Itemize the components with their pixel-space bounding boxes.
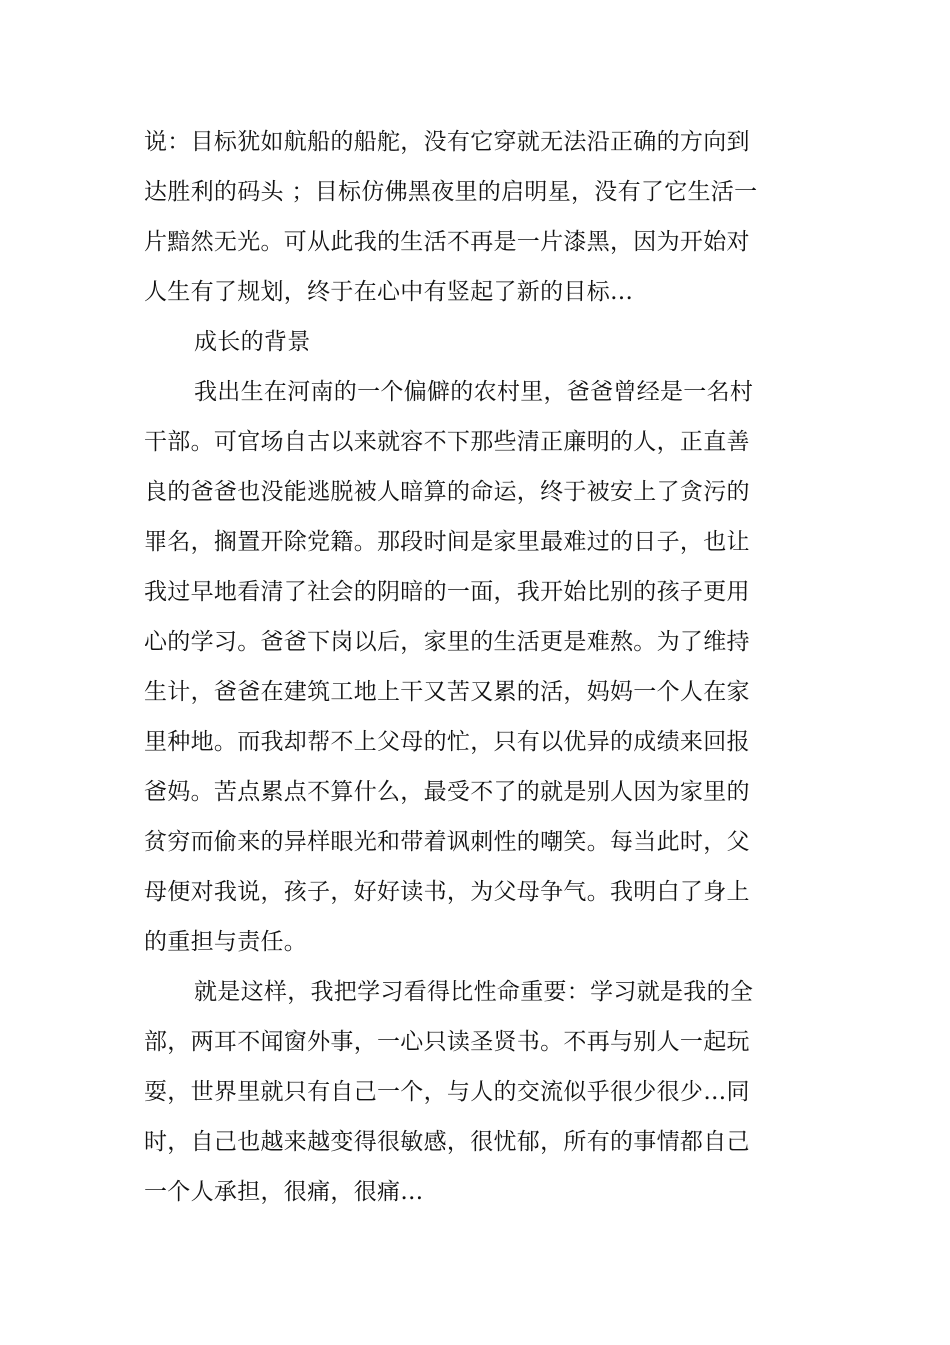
text-line: 就是这样，我把学习看得比性命重要：学习就是我的全 bbox=[194, 979, 754, 1005]
text-line: 我过早地看清了社会的阴暗的一面，我开始比别的孩子更用 bbox=[144, 579, 750, 605]
text-line: 干部。可官场自古以来就容不下那些清正廉明的人，正直善 bbox=[144, 429, 750, 455]
text-line: 时，自己也越来越变得很敏感，很忧郁，所有的事情都自己 bbox=[144, 1129, 750, 1155]
text-line: 里种地。而我却帮不上父母的忙，只有以优异的成绩来回报 bbox=[144, 729, 750, 755]
text-line: 耍，世界里就只有自己一个，与人的交流似乎很少很少…同 bbox=[144, 1079, 750, 1105]
document-body bbox=[144, 117, 758, 1217]
text-line: 心的学习。爸爸下岗以后，家里的生活更是难熬。为了维持 bbox=[144, 629, 750, 655]
text-line: 片黯然无光。可从此我的生活不再是一片漆黑，因为开始对 bbox=[144, 229, 750, 255]
text-line: 罪名，搁置开除党籍。那段时间是家里最难过的日子，也让 bbox=[144, 529, 750, 555]
text-line: 一个人承担，很痛，很痛… bbox=[144, 1179, 424, 1205]
text-line: 成长的背景 bbox=[194, 329, 311, 355]
text-line: 说：目标犹如航船的船舵，没有它穿就无法沿正确的方向到 bbox=[144, 129, 750, 155]
text-line: 达胜利的码头 ；目标仿佛黑夜里的启明星，没有了它生活一 bbox=[144, 179, 758, 205]
text-line: 的重担与责任。 bbox=[144, 929, 308, 955]
text-line: 良的爸爸也没能逃脱被人暗算的命运，终于被安上了贪污的 bbox=[144, 479, 750, 505]
text-line: 我出生在河南的一个偏僻的农村里，爸爸曾经是一名村 bbox=[194, 379, 754, 405]
text-line: 贫穷而偷来的异样眼光和带着讽刺性的嘲笑。每当此时，父 bbox=[144, 829, 750, 855]
section-heading bbox=[144, 317, 744, 367]
paragraph-goal bbox=[144, 117, 758, 317]
paragraph-background bbox=[144, 367, 754, 967]
text-line: 生计，爸爸在建筑工地上干又苦又累的活，妈妈一个人在家 bbox=[144, 679, 750, 705]
text-line: 人生有了规划，终于在心中有竖起了新的目标… bbox=[144, 279, 634, 305]
text-line: 母便对我说，孩子，好好读书，为父母争气。我明白了身上 bbox=[144, 879, 750, 905]
paragraph-study bbox=[144, 967, 754, 1217]
text-line: 爸妈。苦点累点不算什么，最受不了的就是别人因为家里的 bbox=[144, 779, 750, 805]
text-line: 部，两耳不闻窗外事，一心只读圣贤书。不再与别人一起玩 bbox=[144, 1029, 750, 1055]
